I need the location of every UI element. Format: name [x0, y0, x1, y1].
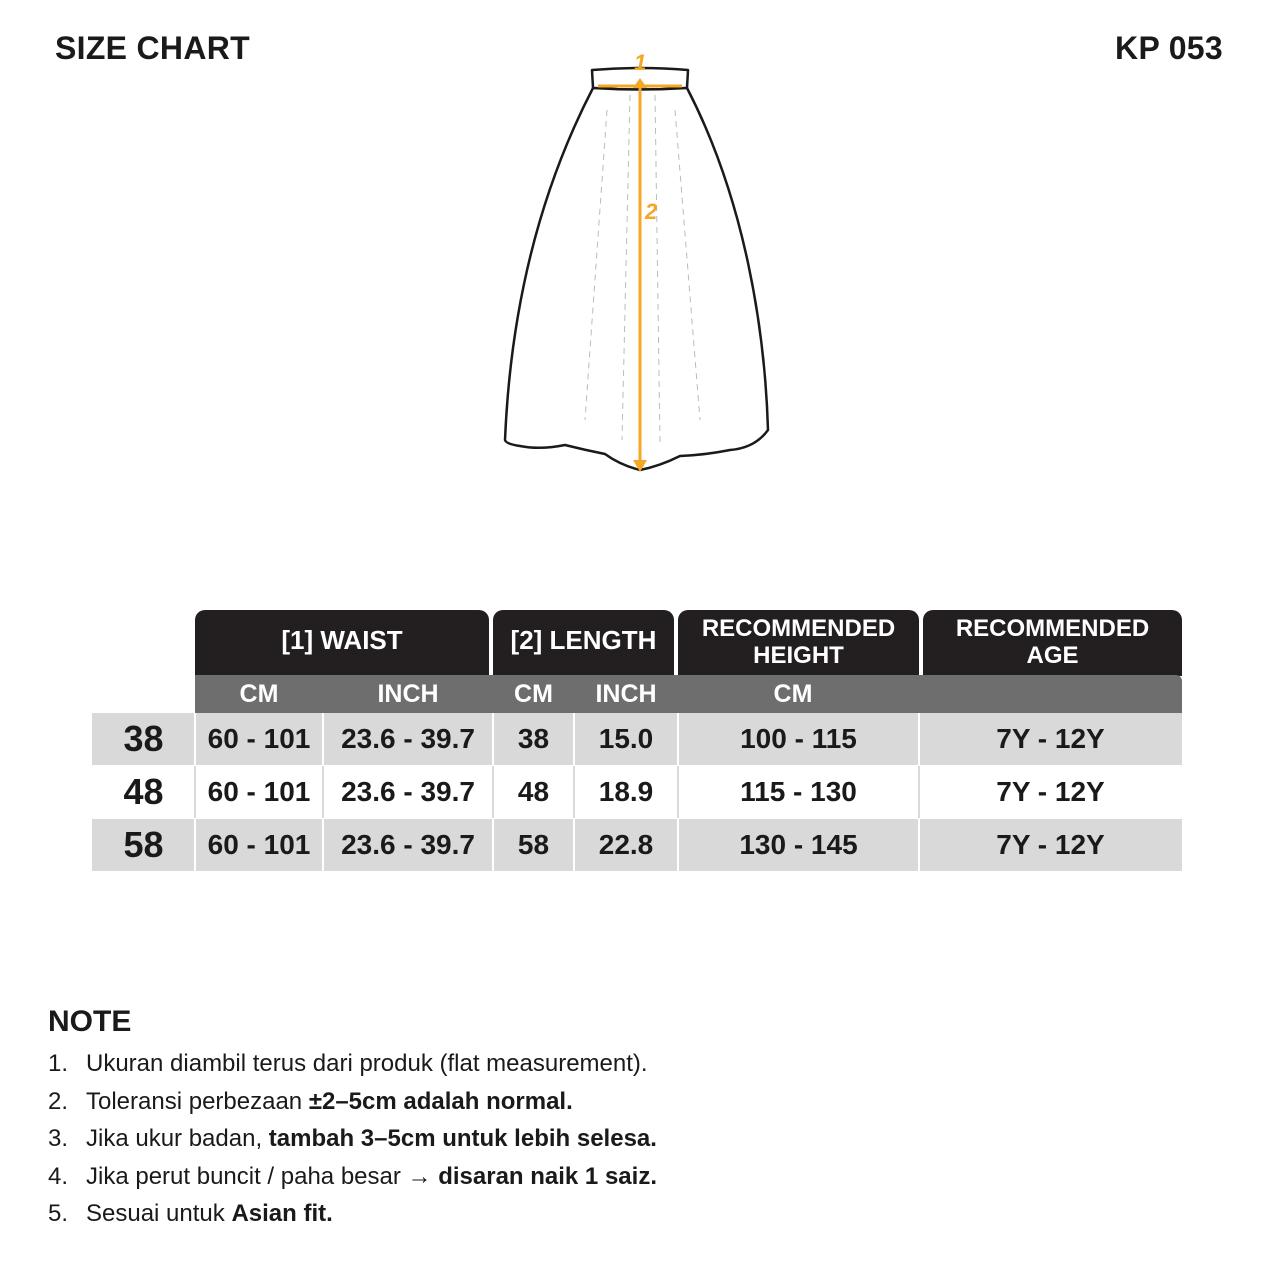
age-cell: 7Y - 12Y: [996, 829, 1105, 860]
list-item: [48, 1045, 657, 1083]
length-cm-cell: 38: [517, 723, 550, 754]
subheader-length: [493, 675, 678, 713]
age-cell: 7Y - 12Y: [996, 776, 1105, 807]
note-number: 5.: [48, 1200, 69, 1227]
subheader-height: [678, 675, 919, 713]
note-number: 1.: [48, 1050, 69, 1077]
note-list: [48, 1045, 657, 1233]
subheader-age: [919, 675, 1182, 713]
subheader-inch: INCH: [595, 679, 657, 708]
length-inch-cell: 15.0: [598, 723, 654, 754]
skirt-outline: [505, 68, 768, 470]
list-item: [48, 1083, 657, 1121]
page-title: SIZE CHART: [55, 30, 250, 66]
note-text: Jika ukur badan,: [86, 1125, 269, 1152]
length-inch-cell: 22.8: [598, 829, 654, 860]
subheader-cm: CM: [239, 679, 279, 708]
length-cm-cell: 48: [517, 776, 550, 807]
length-marker: 2: [645, 199, 658, 224]
table-row: [92, 713, 1182, 765]
age-cell: 7Y - 12Y: [996, 723, 1105, 754]
subheader-inch: INCH: [377, 679, 439, 708]
note-bold-text: tambah 3–5cm untuk lebih selesa.: [268, 1125, 657, 1152]
subheader-cm: CM: [514, 679, 553, 708]
note-bold-text: Asian fit.: [231, 1200, 333, 1227]
note-bold-text: ±2–5cm adalah normal.: [308, 1087, 573, 1115]
height-cell: 115 - 130: [740, 776, 857, 807]
note-number: 3.: [48, 1125, 69, 1152]
skirt-diagram: [480, 45, 800, 485]
list-item: [48, 1158, 657, 1196]
waist-cm-cell: 60 - 101: [207, 776, 311, 807]
table-row: [92, 819, 1182, 871]
header-recommended-height: RECOMMENDED HEIGHT: [678, 610, 919, 676]
table-row: [92, 766, 1182, 818]
size-cell: 38: [123, 718, 164, 759]
subheader-cm: CM: [773, 679, 813, 708]
note-title: NOTE: [48, 1005, 132, 1038]
length-inch-cell: 18.9: [598, 776, 654, 807]
note-text: Ukuran diambil terus dari produk (flat measurement).: [86, 1050, 648, 1077]
height-cell: 130 - 145: [739, 829, 858, 860]
height-cell: 100 - 115: [740, 723, 857, 754]
header-waist: [1] WAIST: [195, 610, 489, 676]
note-number: 4.: [48, 1162, 69, 1190]
product-code: KP 053: [1115, 30, 1223, 66]
size-cell: 58: [123, 824, 164, 865]
note-bold-text: disaran naik 1 saiz.: [438, 1162, 657, 1190]
waist-cm-cell: 60 - 101: [207, 723, 311, 754]
waist-inch-cell: 23.6 - 39.7: [341, 829, 475, 860]
subheader-waist: [195, 675, 493, 713]
length-cm-cell: 58: [517, 829, 550, 860]
header-recommended-age: RECOMMENDED AGE: [923, 610, 1182, 676]
note-text: Toleransi perbezaan: [86, 1087, 309, 1115]
note-number: 2.: [48, 1087, 69, 1115]
note-text: Jika perut buncit / paha besar →: [86, 1162, 439, 1190]
note-text: Sesuai untuk: [86, 1200, 232, 1227]
waist-inch-cell: 23.6 - 39.7: [341, 776, 475, 807]
header-length: [2] LENGTH: [493, 610, 674, 676]
list-item: [48, 1195, 657, 1233]
size-cell: 48: [123, 771, 164, 812]
waist-cm-cell: 60 - 101: [207, 829, 311, 860]
waist-inch-cell: 23.6 - 39.7: [341, 723, 475, 754]
list-item: [48, 1120, 657, 1158]
waist-marker: 1: [634, 50, 647, 75]
